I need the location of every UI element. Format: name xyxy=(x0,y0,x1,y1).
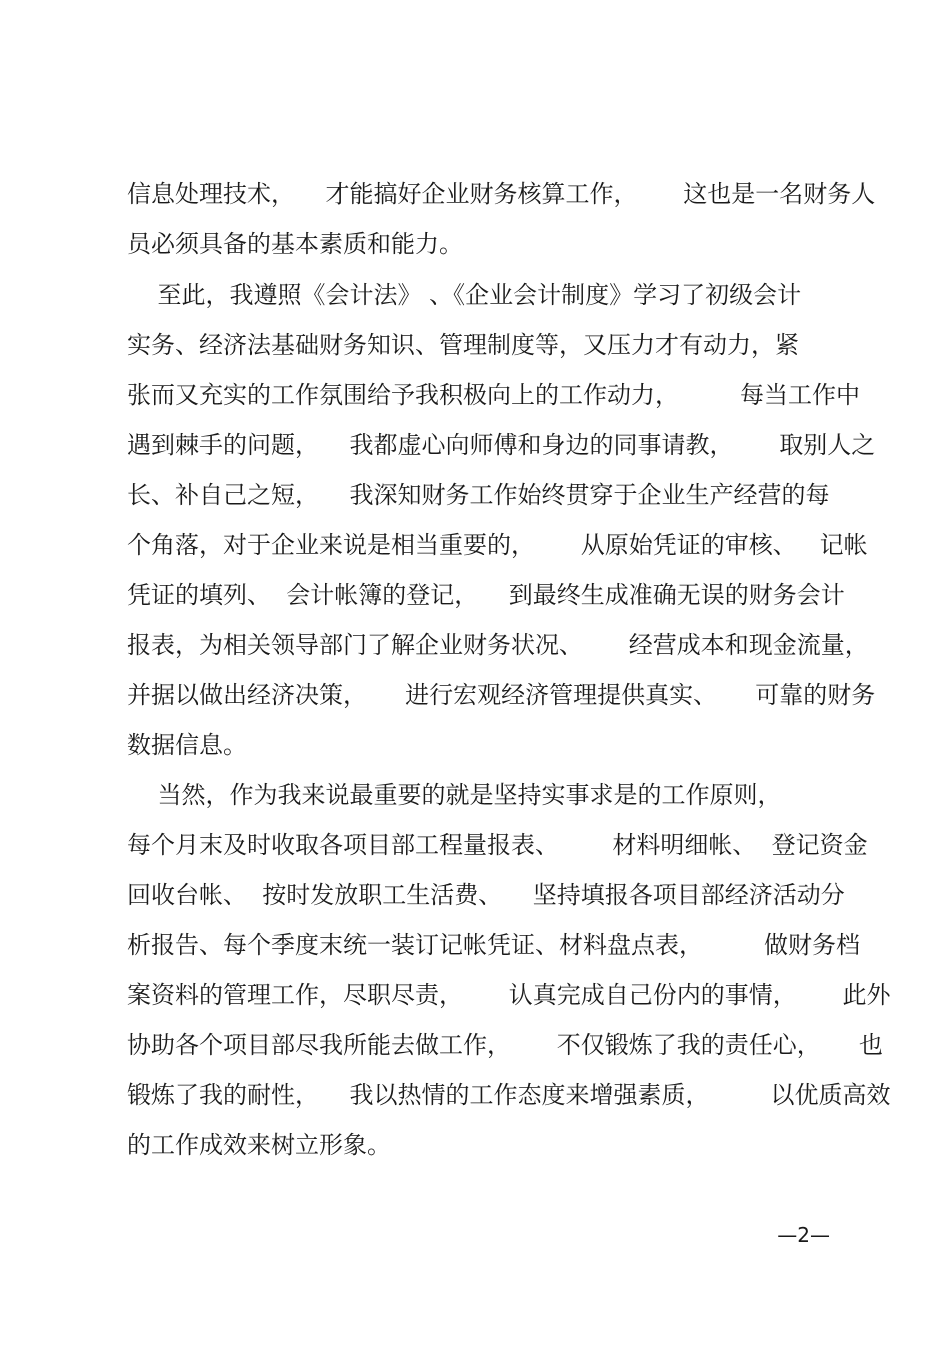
text-line: 锻炼了我的耐性， 我以热情的工作态度来增强素质， 以优质高效 xyxy=(127,1081,891,1109)
text-line: 案资料的管理工作，尽职尽责， 认真完成自己份内的事情， 此外 xyxy=(127,981,891,1009)
text-line: 实务、经济法基础财务知识、管理制度等，又压力才有动力，紧 xyxy=(127,331,799,359)
text-line: 遇到棘手的问题， 我都虚心向师傅和身边的同事请教， 取别人之 xyxy=(127,431,876,459)
text-line: 员必须具备的基本素质和能力。 xyxy=(127,230,463,258)
text-line: 张而又充实的工作氛围给予我积极向上的工作动力， 每当工作中 xyxy=(127,381,861,409)
text-line: 至此，我遵照《会计法》 、《企业会计制度》学习了初级会计 xyxy=(127,281,802,309)
text-line: 并据以做出经济决策， 进行宏观经济管理提供真实、 可靠的财务 xyxy=(127,681,876,709)
text-line: 个角落，对于企业来说是相当重要的， 从原始凭证的审核、 记帐 xyxy=(127,531,868,559)
page-number: —2— xyxy=(777,1223,830,1247)
text-line: 数据信息。 xyxy=(127,731,247,759)
text-line: 凭证的填列、 会计帐簿的登记， 到最终生成准确无误的财务会计 xyxy=(127,581,845,609)
text-line: 的工作成效来树立形象。 xyxy=(127,1131,391,1159)
text-line: 析报告、每个季度末统一装订记帐凭证、材料盘点表， 做财务档 xyxy=(127,931,861,959)
text-line: 长、补自己之短， 我深知财务工作始终贯穿于企业生产经营的每 xyxy=(127,481,830,509)
text-line: 当然，作为我来说最重要的就是坚持实事求是的工作原则， xyxy=(127,781,782,809)
text-line: 协助各个项目部尽我所能去做工作， 不仅锻炼了我的责任心， 也 xyxy=(127,1031,883,1059)
text-line: 信息处理技术， 才能搞好企业财务核算工作， 这也是一名财务人 xyxy=(127,180,876,208)
text-line: 报表，为相关领导部门了解企业财务状况、 经营成本和现金流量， xyxy=(127,631,869,659)
text-line: 每个月末及时收取各项目部工程量报表、 材料明细帐、 登记资金 xyxy=(127,831,868,859)
text-line: 回收台帐、 按时发放职工生活费、 坚持填报各项目部经济活动分 xyxy=(127,881,845,909)
